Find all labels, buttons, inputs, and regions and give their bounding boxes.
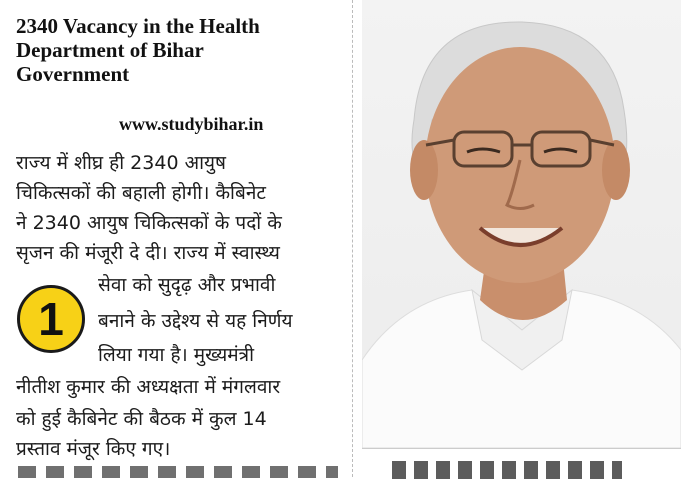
article-line-1: राज्य में शीघ्र ही 2340 आयुष xyxy=(16,152,226,174)
headline-line-3: Government xyxy=(16,62,130,86)
headline xyxy=(16,14,346,86)
portrait-illustration xyxy=(362,0,681,448)
headline-line-1: 2340 Vacancy in the Health xyxy=(16,14,260,38)
article-line-6: बनाने के उद्देश्य से यह निर्णय xyxy=(98,310,293,332)
article-line-9: को हुई कैबिनेट की बैठक में कुल 14 xyxy=(16,408,267,430)
article-line-8: नीतीश कुमार की अध्यक्षता में मंगलवार xyxy=(16,376,281,398)
number-badge: 1 xyxy=(17,285,85,353)
column-divider xyxy=(352,0,361,477)
cut-off-caption-fragment xyxy=(392,461,622,479)
cut-off-caption-strip xyxy=(362,448,681,478)
article-line-4: सृजन की मंजूरी दे दी। राज्य में स्वास्थ्य xyxy=(16,242,280,264)
article-line-7: लिया गया है। मुख्यमंत्री xyxy=(98,344,255,366)
article-line-3: ने 2340 आयुष चिकित्सकों के पदों के xyxy=(16,212,282,234)
portrait-photo xyxy=(362,0,681,448)
article-line-10: प्रस्ताव मंजूर किए गए। xyxy=(16,438,171,460)
website-url[interactable]: www.studybihar.in xyxy=(119,114,264,134)
article-line-5: सेवा को सुदृढ़ और प्रभावी xyxy=(98,274,276,296)
article-line-2: चिकित्सकों की बहाली होगी। कैबिनेट xyxy=(16,182,266,204)
headline-line-2: Department of Bihar xyxy=(16,38,204,62)
cut-off-text-fragment xyxy=(18,466,338,478)
